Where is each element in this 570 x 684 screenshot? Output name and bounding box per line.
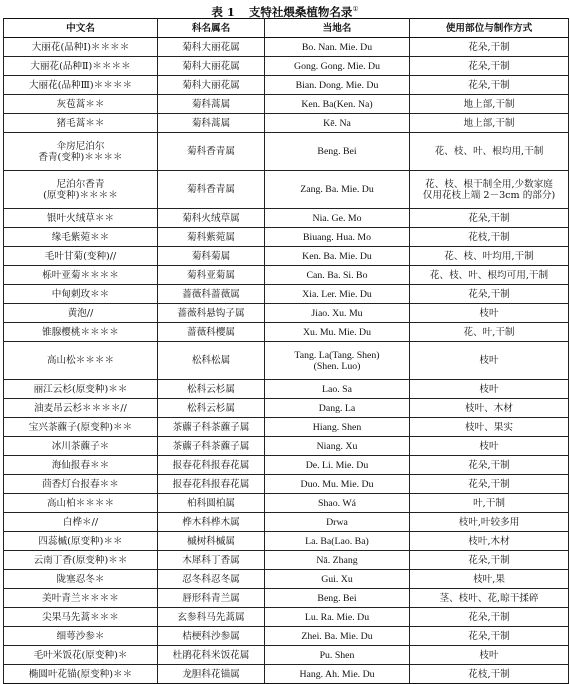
local-name-cell: Niang. Xu (265, 437, 410, 456)
chinese-name-cell: 椭圆叶花锚(原变种)＊＊ (4, 665, 158, 684)
family-genus-cell: 报春花科报春花属 (158, 456, 265, 475)
table-row (4, 646, 569, 665)
table-number: 表 1 (211, 4, 235, 19)
local-name-cell: Jiao. Xu. Mu (265, 304, 410, 323)
family-genus-cell: 蔷薇科樱属 (158, 323, 265, 342)
chinese-name-cell: 尖果马先蒿＊＊＊ (4, 608, 158, 627)
usage-cell: 花朵,干制 (410, 57, 569, 76)
table-row (4, 304, 569, 323)
family-genus-cell: 菊科蒿属 (158, 114, 265, 133)
table-row (4, 399, 569, 418)
family-genus-cell: 唇形科青兰属 (158, 589, 265, 608)
family-genus-cell: 茶藨子科茶藨子属 (158, 418, 265, 437)
local-name-cell: Nia. Ge. Mo (265, 209, 410, 228)
local-name-cell: Lao. Sa (265, 380, 410, 399)
table-row (4, 665, 569, 684)
usage-cell: 地上部,干制 (410, 95, 569, 114)
local-name-cell: Xu. Mu. Mie. Du (265, 323, 410, 342)
table-row (4, 228, 569, 247)
header-usage: 使用部位与制作方式 (410, 19, 569, 38)
usage-cell: 枝叶,木材 (410, 532, 569, 551)
chinese-name-cell: 伞房尼泊尔 香青(变种)＊＊＊＊ (4, 133, 158, 171)
chinese-name-cell: 猪毛蒿＊＊ (4, 114, 158, 133)
table-row (4, 76, 569, 95)
local-name-cell: Kē. Na (265, 114, 410, 133)
usage-cell: 枝叶、果实 (410, 418, 569, 437)
table-row (4, 57, 569, 76)
usage-cell: 花朵,干制 (410, 627, 569, 646)
local-name-cell: Gui. Xu (265, 570, 410, 589)
family-genus-cell: 槭树科槭属 (158, 532, 265, 551)
table-row (4, 589, 569, 608)
table-row (4, 323, 569, 342)
family-genus-cell: 菊科大丽花属 (158, 38, 265, 57)
local-name-cell: Gong. Gong. Mie. Du (265, 57, 410, 76)
table-header-row (4, 19, 569, 38)
usage-cell: 花朵,干制 (410, 76, 569, 95)
table-row (4, 456, 569, 475)
family-genus-cell: 桦木科桦木属 (158, 513, 265, 532)
usage-cell: 花朵,干制 (410, 209, 569, 228)
table-title: 支特社煨桑植物名录 (248, 4, 353, 19)
chinese-name-cell: 毛叶甘菊(变种)// (4, 247, 158, 266)
family-genus-cell: 菊科蒿属 (158, 95, 265, 114)
local-name-cell: Tang. La(Tang. Shen) (Shen. Luo) (265, 342, 410, 380)
local-name-cell: La. Ba(Lao. Ba) (265, 532, 410, 551)
family-genus-cell: 茶藨子科茶藨子属 (158, 437, 265, 456)
header-family-genus: 科名属名 (158, 19, 265, 38)
chinese-name-cell: 大丽花(品种Ⅱ)＊＊＊＊ (4, 57, 158, 76)
table-row (4, 437, 569, 456)
table-row (4, 342, 569, 380)
family-genus-cell: 木犀科丁香属 (158, 551, 265, 570)
family-genus-cell: 蔷薇科悬钩子属 (158, 304, 265, 323)
usage-cell: 枝叶,果 (410, 570, 569, 589)
family-genus-cell: 桔梗科沙参属 (158, 627, 265, 646)
chinese-name-cell: 黄泡// (4, 304, 158, 323)
usage-cell: 枝叶 (410, 646, 569, 665)
family-genus-cell: 报春花科报春花属 (158, 475, 265, 494)
usage-cell: 花、枝、根干制全用,少数家庭 仅用花枝上端 2－3cm 的部分) (410, 171, 569, 209)
usage-cell: 花枝,干制 (410, 228, 569, 247)
usage-cell: 花、枝、叶、根均用,干制 (410, 133, 569, 171)
local-name-cell: Xia. Ler. Mie. Du (265, 285, 410, 304)
table-row (4, 247, 569, 266)
local-name-cell: Shao. Wá (265, 494, 410, 513)
chinese-name-cell: 海仙报春＊＊ (4, 456, 158, 475)
table-row (4, 418, 569, 437)
table-row (4, 38, 569, 57)
usage-cell: 茎、枝叶、花,晾干揉碎 (410, 589, 569, 608)
chinese-name-cell: 白桦＊// (4, 513, 158, 532)
usage-cell: 枝叶 (410, 437, 569, 456)
family-genus-cell: 松科云杉属 (158, 399, 265, 418)
local-name-cell: Beng. Bei (265, 133, 410, 171)
family-genus-cell: 忍冬科忍冬属 (158, 570, 265, 589)
table-row (4, 494, 569, 513)
chinese-name-cell: 中甸刺玫＊＊ (4, 285, 158, 304)
chinese-name-cell: 大丽花(品种Ⅲ)＊＊＊＊ (4, 76, 158, 95)
chinese-name-cell: 锥腺樱桃＊＊＊＊ (4, 323, 158, 342)
table-row (4, 133, 569, 171)
local-name-cell: Hiang. Shen (265, 418, 410, 437)
chinese-name-cell: 缘毛紫菀＊＊ (4, 228, 158, 247)
chinese-name-cell: 陇塞忍冬＊ (4, 570, 158, 589)
table-row (4, 114, 569, 133)
table-row (4, 513, 569, 532)
family-genus-cell: 菊科香青属 (158, 171, 265, 209)
chinese-name-cell: 高山松＊＊＊＊ (4, 342, 158, 380)
local-name-cell: Duo. Mu. Mie. Du (265, 475, 410, 494)
chinese-name-cell: 云南丁香(原变种)＊＊ (4, 551, 158, 570)
footnote-mark: ① (352, 5, 359, 13)
table-body (4, 38, 569, 684)
chinese-name-cell: 宝兴茶藨子(原变种)＊＊ (4, 418, 158, 437)
family-genus-cell: 菊科火绒草属 (158, 209, 265, 228)
chinese-name-cell: 美叶青兰＊＊＊＊ (4, 589, 158, 608)
local-name-cell: Biuang. Hua. Mo (265, 228, 410, 247)
usage-cell: 花朵,干制 (410, 475, 569, 494)
usage-cell: 花朵,干制 (410, 285, 569, 304)
family-genus-cell: 蔷薇科蔷薇属 (158, 285, 265, 304)
usage-cell: 花、叶,干制 (410, 323, 569, 342)
family-genus-cell: 菊科大丽花属 (158, 57, 265, 76)
table-row (4, 380, 569, 399)
usage-cell: 花朵,干制 (410, 38, 569, 57)
local-name-cell: Drwa (265, 513, 410, 532)
table-row (4, 627, 569, 646)
chinese-name-cell: 细萼沙参＊ (4, 627, 158, 646)
table-row (4, 570, 569, 589)
chinese-name-cell: 茴香灯台报春＊＊ (4, 475, 158, 494)
chinese-name-cell: 冰川茶藨子＊ (4, 437, 158, 456)
chinese-name-cell: 丽江云杉(原变种)＊＊ (4, 380, 158, 399)
local-name-cell: Dang. La (265, 399, 410, 418)
header-chinese-name: 中文名 (4, 19, 158, 38)
table-row (4, 285, 569, 304)
chinese-name-cell: 油麦吊云杉＊＊＊＊// (4, 399, 158, 418)
local-name-cell: Pu. Shen (265, 646, 410, 665)
chinese-name-cell: 大丽花(品种Ⅰ)＊＊＊＊ (4, 38, 158, 57)
local-name-cell: Hang. Ah. Mie. Du (265, 665, 410, 684)
usage-cell: 枝叶 (410, 380, 569, 399)
family-genus-cell: 玄参科马先蒿属 (158, 608, 265, 627)
chinese-name-cell: 银叶火绒草＊＊ (4, 209, 158, 228)
usage-cell: 枝叶 (410, 304, 569, 323)
usage-cell: 枝叶 (410, 342, 569, 380)
local-name-cell: Bian. Dong. Mie. Du (265, 76, 410, 95)
family-genus-cell: 菊科亚菊属 (158, 266, 265, 285)
usage-cell: 花朵,干制 (410, 551, 569, 570)
table-row (4, 608, 569, 627)
table-row (4, 475, 569, 494)
local-name-cell: Bo. Nan. Mie. Du (265, 38, 410, 57)
family-genus-cell: 菊科大丽花属 (158, 76, 265, 95)
table-row (4, 171, 569, 209)
chinese-name-cell: 高山柏＊＊＊＊ (4, 494, 158, 513)
family-genus-cell: 柏科圆柏属 (158, 494, 265, 513)
table-row (4, 266, 569, 285)
usage-cell: 花朵,干制 (410, 608, 569, 627)
local-name-cell: Ken. Ba. Mie. Du (265, 247, 410, 266)
table-caption (0, 2, 570, 19)
family-genus-cell: 菊科菊属 (158, 247, 265, 266)
table-row (4, 95, 569, 114)
family-genus-cell: 菊科香青属 (158, 133, 265, 171)
table-row (4, 532, 569, 551)
family-genus-cell: 龙胆科花锚属 (158, 665, 265, 684)
usage-cell: 花、枝、叶、根均可用,干制 (410, 266, 569, 285)
family-genus-cell: 杜鹃花科米饭花属 (158, 646, 265, 665)
usage-cell: 花、枝、叶均用,干制 (410, 247, 569, 266)
local-name-cell: Can. Ba. Si. Bo (265, 266, 410, 285)
usage-cell: 枝叶、木材 (410, 399, 569, 418)
local-name-cell: Zhei. Ba. Mie. Du (265, 627, 410, 646)
usage-cell: 地上部,干制 (410, 114, 569, 133)
header-local-name: 当地名 (265, 19, 410, 38)
chinese-name-cell: 灰苞蒿＊＊ (4, 95, 158, 114)
chinese-name-cell: 四蕊槭(原变种)＊＊ (4, 532, 158, 551)
local-name-cell: Zang. Ba. Mie. Du (265, 171, 410, 209)
local-name-cell: Ken. Ba(Ken. Na) (265, 95, 410, 114)
chinese-name-cell: 毛叶米饭花(原变种)＊ (4, 646, 158, 665)
table-row (4, 209, 569, 228)
plant-list-table (3, 18, 569, 684)
chinese-name-cell: 栎叶亚菊＊＊＊＊ (4, 266, 158, 285)
usage-cell: 花朵,干制 (410, 456, 569, 475)
family-genus-cell: 菊科紫菀属 (158, 228, 265, 247)
local-name-cell: Beng. Bei (265, 589, 410, 608)
local-name-cell: Nā. Zhang (265, 551, 410, 570)
usage-cell: 叶,干制 (410, 494, 569, 513)
usage-cell: 枝叶,叶较多用 (410, 513, 569, 532)
local-name-cell: Lu. Ra. Mie. Du (265, 608, 410, 627)
local-name-cell: De. Li. Mie. Du (265, 456, 410, 475)
usage-cell: 花枝,干制 (410, 665, 569, 684)
family-genus-cell: 松科云杉属 (158, 380, 265, 399)
family-genus-cell: 松科松属 (158, 342, 265, 380)
table-row (4, 551, 569, 570)
chinese-name-cell: 尼泊尔香青 (原变种)＊＊＊＊ (4, 171, 158, 209)
